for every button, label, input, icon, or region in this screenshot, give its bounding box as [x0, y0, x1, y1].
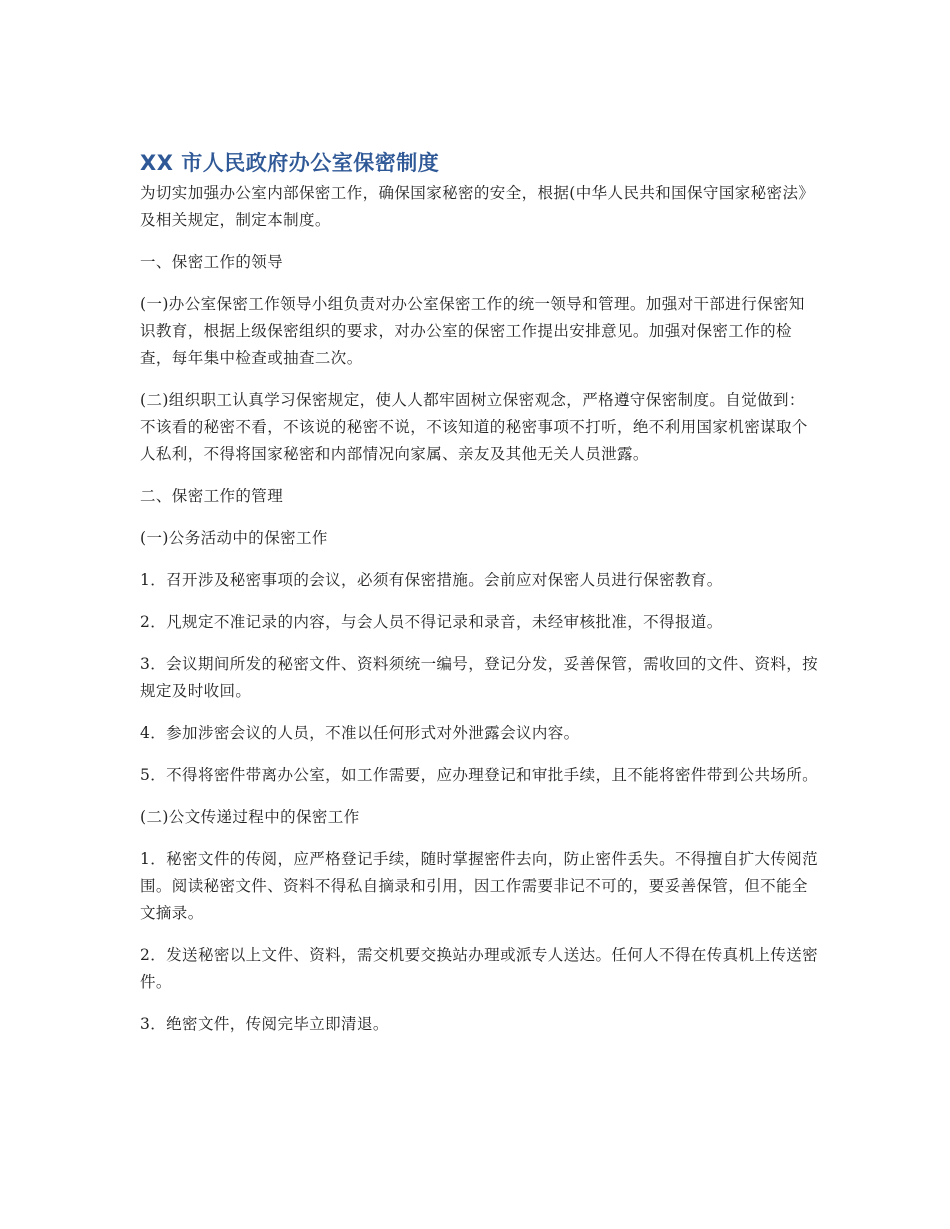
- activities-item-1: 1．召开涉及秘密事项的会议，必须有保密措施。会前应对保密人员进行保密教育。: [140, 571, 723, 589]
- transmission-item-1: 1．秘密文件的传阅，应严格登记手续，随时掌握密件去向，防止密件丢失。不得擅自扩大传阅范围。阅读秘密文件、资料不得私自摘录和引用，因工作需要非记不可的，要妥善保管，但不能全文摘录。: [140, 850, 819, 922]
- section-heading-management: 二、保密工作的管理: [140, 487, 284, 505]
- activities-item-4: 4．参加涉密会议的人员，不准以任何形式对外泄露会议内容。: [140, 724, 580, 742]
- activities-item-2: 2．凡规定不准记录的内容，与会人员不得记录和录音，未经审核批准，不得报道。: [140, 613, 723, 631]
- subsection-heading-official-activities: (一)公务活动中的保密工作: [140, 529, 328, 547]
- transmission-item-3: 3．绝密文件，传阅完毕立即清退。: [140, 1015, 389, 1033]
- subsection-heading-document-transmission: (二)公文传递过程中的保密工作: [140, 808, 360, 826]
- activities-item-3: 3．会议期间所发的秘密文件、资料须统一编号，登记分发，妥善保管，需收回的文件、资料，按规定及时收回。: [140, 655, 819, 700]
- activities-item-5: 5．不得将密件带离办公室，如工作需要，应办理登记和审批手续，且不能将密件带到公共场所。: [140, 766, 819, 784]
- intro-paragraph: 为切实加强办公室内部保密工作，确保国家秘密的安全，根据(中华人民共和国保守国家秘密法》及相关规定，制定本制度。: [140, 184, 815, 229]
- transmission-item-2: 2．发送秘密以上文件、资料，需交机要交换站办理或派专人送达。任何人不得在传真机上传送密件。: [140, 946, 819, 991]
- leadership-item-2: (二)组织职工认真学习保密规定，使人人都牢固树立保密观念，严格遵守保密制度。自觉做到：不该看的秘密不看，不该说的秘密不说，不该知道的秘密事项不打听，绝不利用国家机密谋取个人私利，不得将国家秘密和内部情况向家属、亲友及其他无关人员泄露。: [140, 391, 808, 463]
- document-title: XX 市人民政府办公室保密制度: [140, 151, 440, 175]
- document-page: [140, 148, 820, 1053]
- leadership-item-1: (一)办公室保密工作领导小组负责对办公室保密工作的统一领导和管理。加强对干部进行保密知识教育，根据上级保密组织的要求，对办公室的保密工作提出安排意见。加强对保密工作的检查，每年集中检查或抽查二次。: [140, 295, 805, 367]
- section-heading-leadership: 一、保密工作的领导: [140, 253, 284, 271]
